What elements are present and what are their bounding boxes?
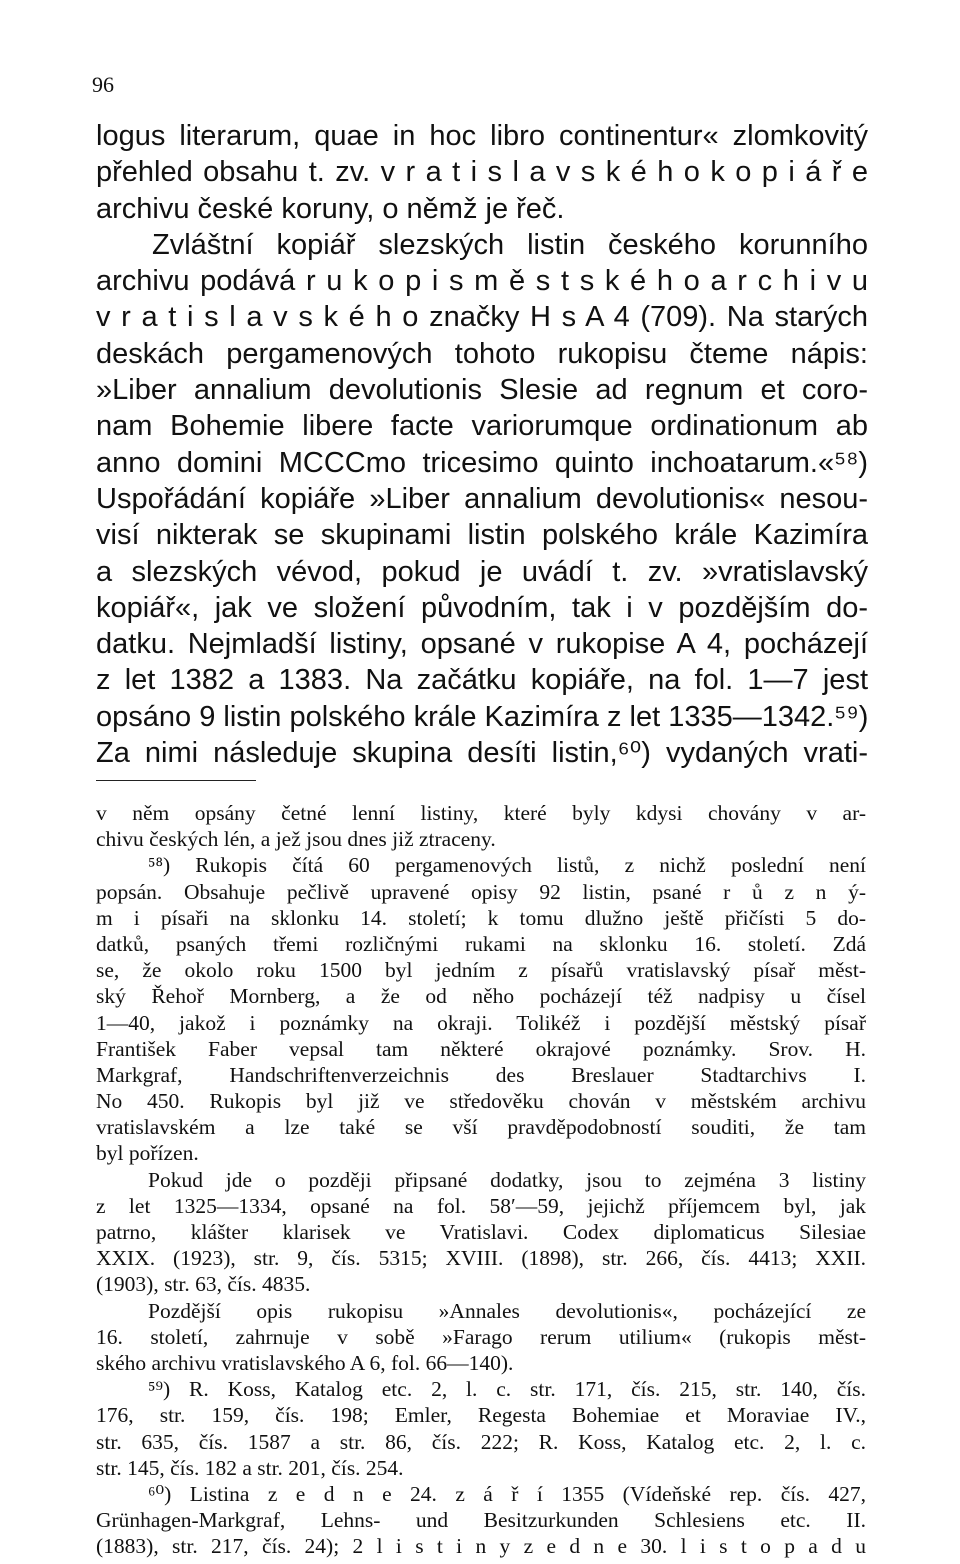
footnote-line: ského archivu vratislavského A 6, fol. 66—140). <box>96 1350 514 1375</box>
footnote-line: chivu českých lén, a jež jsou dnes již ztraceny. <box>96 827 496 852</box>
footnote-line: v něm opsány četné lenní listiny, které byly kdysi chovány v ar- <box>96 801 866 825</box>
footnote-line: 1—40, jakož i poznámky na okraji. Tolikéž i pozdější městský písař <box>96 1010 866 1035</box>
main-line: opsáno 9 listin polského krále Kazimíra z let 1335—1342.⁵⁹) <box>96 700 869 733</box>
main-line: logus literarum, quae in hoc libro continentur« zlomkovitý <box>96 120 868 152</box>
footnote-line: ský Řehoř Mornberg, a že od něho pocházejí též nadpisy u čísel <box>96 984 866 1009</box>
footnote-line: Pokud jde o později připsané dodatky, jsou to zejména 3 listiny <box>148 1167 866 1192</box>
footnote-line: Grünhagen-Markgraf, Lehns- und Besitzurkunden Schlesiens etc. II. <box>96 1508 866 1533</box>
footnote-line: 16. století, zahrnuje v sobě »Farago rerum utilium« (rukopis měst- <box>96 1324 866 1349</box>
footnote-line: ⁵⁸) Rukopis čítá 60 pergamenových listů, z nichž poslední není <box>148 853 866 878</box>
footnote-line: str. 145, čís. 182 a str. 201, čís. 254. <box>96 1455 404 1480</box>
main-line: archivu podává r u k o p i s m ě s t s k é h o a r c h i v u <box>96 265 868 298</box>
footnote-line: No 450. Rukopis byl již ve středověku chován v městském archivu <box>96 1089 866 1114</box>
main-line: Uspořádání kopiáře »Liber annalium devolutionis« nesou- <box>96 482 868 515</box>
footnote-line: vratislavském a lze také se vší pravděpodobností souditi, že tam <box>96 1115 866 1140</box>
main-line: anno domini MCCCmo tricesimo quinto inchoatarum.«⁵⁸) <box>96 446 868 479</box>
footnote-line: se, že okolo roku 1500 byl jedním z písařů vratislavský písař měst- <box>96 958 866 983</box>
main-line: přehled obsahu t. zv. v r a t i s l a v s k é h o k o p i á ř e <box>96 156 868 189</box>
footnote-line: popsán. Obsahuje pečlivě upravené opisy 92 listin, psané r ů z n ý- <box>96 879 866 904</box>
main-line: datku. Nejmladší listiny, opsané v rukopise A 4, pocházejí <box>96 628 868 661</box>
main-line: nam Bohemie libere facte variorumque ordinationum ab <box>96 410 868 443</box>
main-line: z let 1382 a 1383. Na začátku kopiáře, na fol. 1—7 jest <box>96 664 868 697</box>
footnote-line: datků, psaných třemi rozličnými rukami na sklonku 16. století. Zdá <box>96 931 866 956</box>
footnote-line: patrno, klášter klarisek ve Vratislavi. Codex diplomaticus Silesiae <box>96 1220 866 1244</box>
footnote-line: Pozdější opis rukopisu »Annales devolutionis«, pocházející ze <box>148 1298 866 1323</box>
main-line: archivu české koruny, o němž je řeč. <box>96 192 565 225</box>
footnote-line: str. 635, čís. 1587 a str. 86, čís. 222; R. Koss, Katalog etc. 2, l. c. <box>96 1429 866 1454</box>
footnote-line: (1903), str. 63, čís. 4835. <box>96 1272 311 1297</box>
page-number: 96 <box>92 72 114 97</box>
main-line: Za nimi následuje skupina desíti listin,⁶⁰) vydaných vrati- <box>96 737 868 770</box>
footnote-line: Markgraf, Handschriftenverzeichnis des Breslauer Stadtarchivs I. <box>96 1062 866 1087</box>
footnotes <box>96 800 866 1559</box>
main-line: v r a t i s l a v s k é h o značky H s A 4 (709). Na starých <box>96 301 868 334</box>
footnote-divider <box>96 780 256 781</box>
main-line: Zvláštní kopiář slezských listin českého korunního <box>152 228 868 261</box>
main-line: »Liber annalium devolutionis Slesie ad regnum et coro- <box>96 374 868 407</box>
main-line: visí nikterak se skupinami listin polského krále Kazimíra <box>96 519 868 552</box>
main-text <box>96 118 868 771</box>
footnote-line: 176, str. 159, čís. 198; Emler, Regesta Bohemiae et Moraviae IV., <box>96 1403 866 1428</box>
footnote-line: (1883), str. 217, čís. 24); 2 l i s t i n y z e d n e 30. l i s t o p a d u <box>96 1534 866 1559</box>
footnote-line: František Faber vepsal tam některé okrajové poznámky. Srov. H. <box>96 1036 866 1061</box>
footnote-line: m i písaři na sklonku 14. století; k tomu dlužno ještě přičísti 5 do- <box>96 905 866 930</box>
footnote-line: byl pořízen. <box>96 1141 199 1166</box>
footnote-line: z let 1325—1334, opsané na fol. 58′—59, jejichž příjemcem byl, jak <box>96 1193 866 1218</box>
footnote-line: ⁵⁹) R. Koss, Katalog etc. 2, l. c. str. 171, čís. 215, str. 140, čís. <box>148 1377 866 1402</box>
main-line: deskách pergamenových tohoto rukopisu čteme nápis: <box>96 337 868 370</box>
main-line: a slezských vévod, pokud je uvádí t. zv. »vratislavský <box>96 555 868 588</box>
footnote-line: XXIX. (1923), str. 9, čís. 5315; XVIII. (1898), str. 266, čís. 4413; XXII. <box>96 1246 866 1271</box>
main-line: kopiář«, jak ve složení původním, tak i v pozdějším do- <box>96 591 868 624</box>
footnote-line: ⁶⁰) Listina z e d n e 24. z á ř í 1355 (Vídeňské rep. čís. 427, <box>148 1481 866 1506</box>
